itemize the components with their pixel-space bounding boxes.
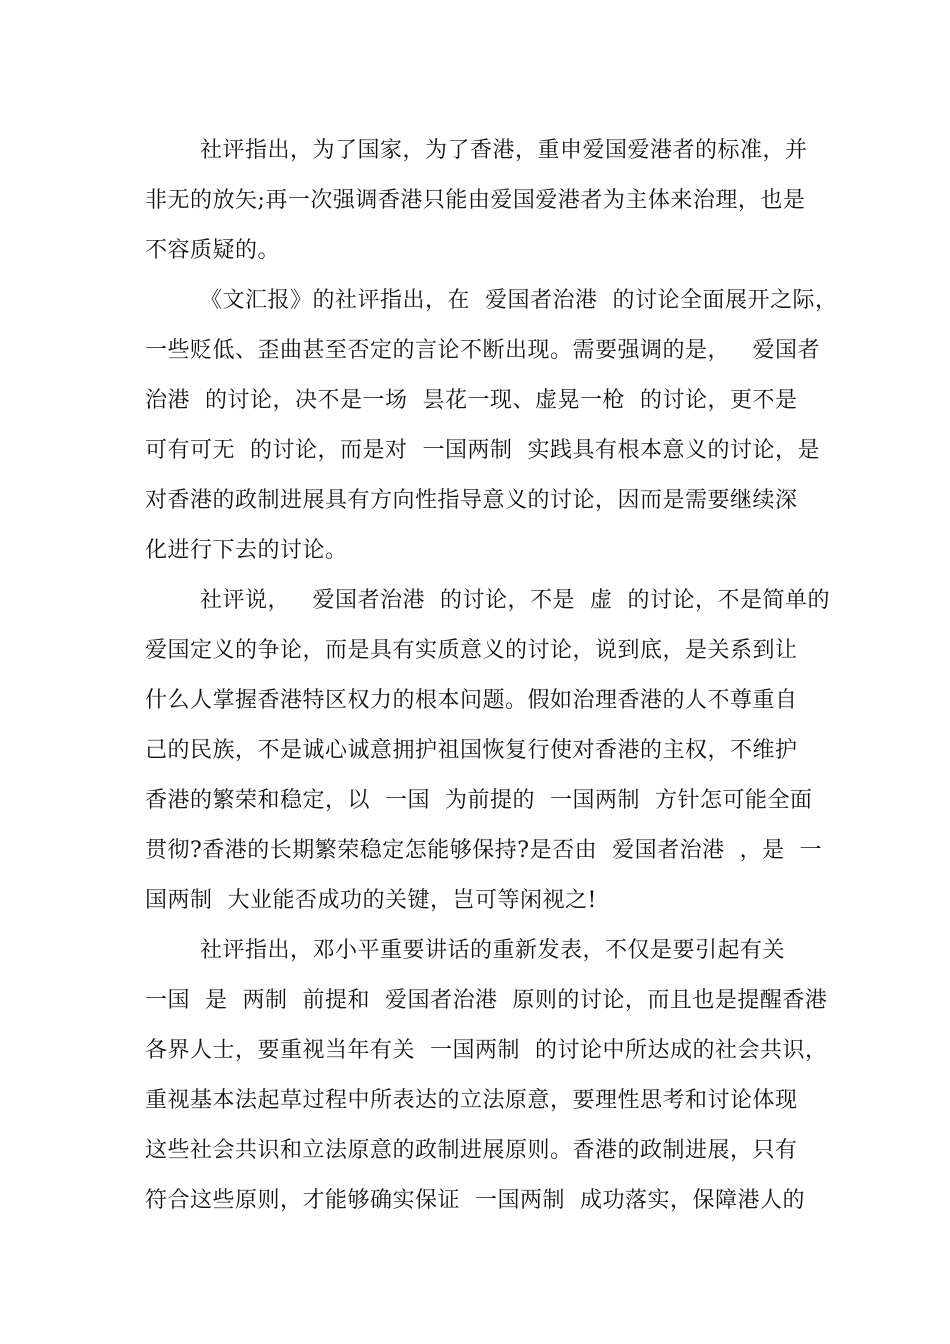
paragraph-4-line-5: 这些社会共识和立法原意的政制进展原则。香港的政制进展，只有 bbox=[145, 1138, 798, 1163]
paragraph-4-line-6: 符合这些原则，才能够确实保证 一国两制 成功落实，保障港人的 bbox=[145, 1188, 805, 1213]
paragraph-3-line-1: 社评说， 爱国者治港 的讨论，不是 虚 的讨论，不是简单的 bbox=[200, 588, 830, 613]
paragraph-4-line-2: 一国 是 两制 前提和 爱国者治港 原则的讨论，而且也是提醒香港 bbox=[145, 988, 828, 1013]
paragraph-3-line-7: 国两制 大业能否成功的关键，岂可等闲视之! bbox=[145, 888, 597, 913]
paragraph-3-line-5: 香港的繁荣和稳定，以 一国 为前提的 一国两制 方针怎可能全面 bbox=[145, 788, 813, 813]
paragraph-3-line-2: 爱国定义的争论，而是具有实质意义的讨论，说到底，是关系到让 bbox=[145, 638, 798, 663]
paragraph-1-line-2: 非无的放矢;再一次强调香港只能由爱国爱港者为主体来治理，也是 bbox=[145, 188, 806, 213]
paragraph-3-line-6: 贯彻?香港的长期繁荣稳定怎能够保持?是否由 爱国者治港 ，是 一 bbox=[145, 838, 823, 863]
paragraph-3-line-3: 什么人掌握香港特区权力的根本问题。假如治理香港的人不尊重自 bbox=[145, 688, 798, 713]
paragraph-4-line-4: 重视基本法起草过程中所表达的立法原意，要理性思考和讨论体现 bbox=[145, 1088, 798, 1113]
paragraph-4-line-1: 社评指出，邓小平重要讲话的重新发表，不仅是要引起有关 bbox=[200, 938, 786, 963]
paragraph-2-line-4: 可有可无 的讨论，而是对 一国两制 实践具有根本意义的讨论，是 bbox=[145, 438, 820, 463]
paragraph-4-line-3: 各界人士，要重视当年有关 一国两制 的讨论中所达成的社会共识， bbox=[145, 1038, 828, 1063]
paragraph-1-line-3: 不容质疑的。 bbox=[145, 238, 281, 263]
paragraph-2-line-2: 一些贬低、歪曲甚至否定的言论不断出现。需要强调的是， 爱国者 bbox=[145, 338, 820, 363]
paragraph-3-line-4: 己的民族，不是诚心诚意拥护祖国恢复行使对香港的主权，不维护 bbox=[145, 738, 798, 763]
paragraph-2-line-6: 化进行下去的讨论。 bbox=[145, 538, 348, 563]
paragraph-1-line-1: 社评指出，为了国家，为了香港，重申爱国爱港者的标准，并 bbox=[200, 138, 808, 163]
paragraph-2-line-3: 治港 的讨论，决不是一场 昙花一现、虚晃一枪 的讨论，更不是 bbox=[145, 388, 798, 413]
paragraph-2-line-1: 《文汇报》的社评指出，在 爱国者治港 的讨论全面展开之际， bbox=[200, 288, 838, 313]
paragraph-2-line-5: 对香港的政制进展具有方向性指导意义的讨论，因而是需要继续深 bbox=[145, 488, 798, 513]
